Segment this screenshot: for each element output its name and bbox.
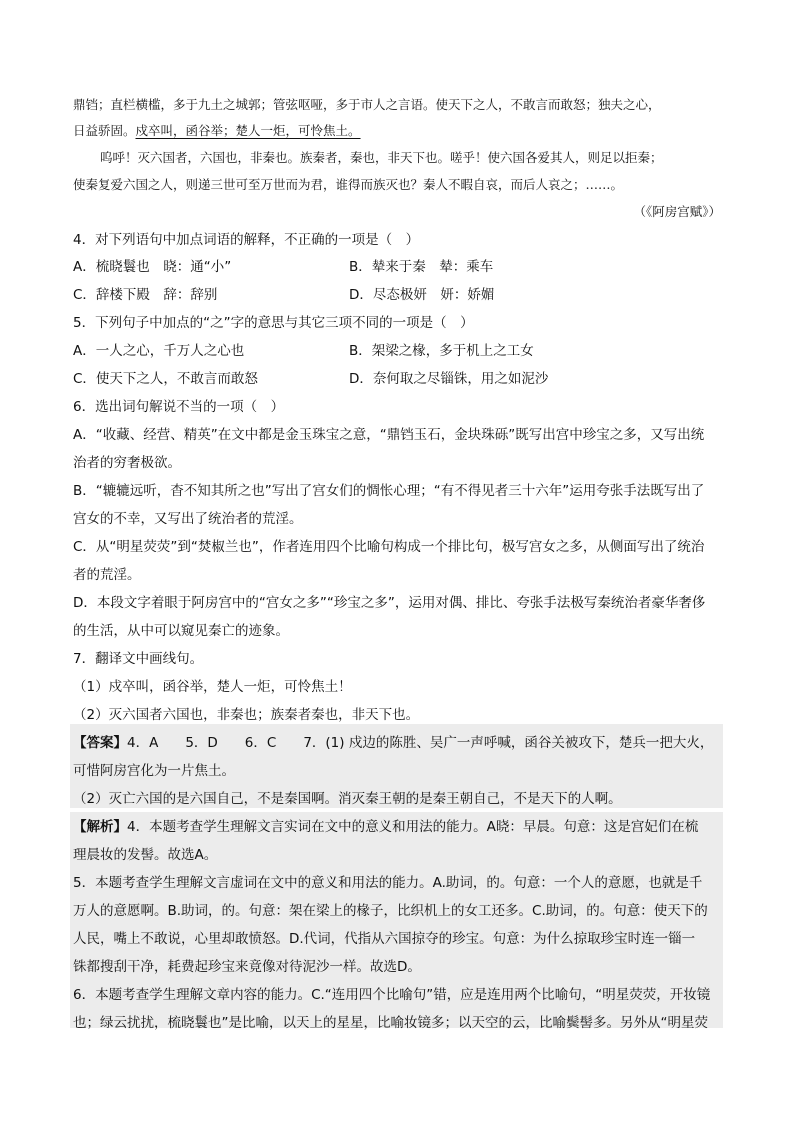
passage-line-2 <box>73 121 361 141</box>
analysis-line-3: 5．本题考查学生理解文言虚词在文中的意义和用法的能力。A.助词，的。句意：一个人的意愿，也就是千 <box>73 875 703 891</box>
question-7-stem: 7．翻译文中画线句。 <box>73 651 204 667</box>
passage-line-4: 使秦复爱六国之人，则递三世可至万世而为君，谁得而族灭也？秦人不暇自哀，而后人哀之；……。 <box>73 177 624 192</box>
question-4-option-d: D．尽态极妍 妍：娇媚 <box>349 287 495 303</box>
question-4-option-a: A．梳晓鬟也 晓：通“小” <box>73 259 232 275</box>
passage-source: （《阿房宫赋》） <box>633 204 721 219</box>
analysis-label: 【解析】 <box>73 819 127 835</box>
analysis-line-5: 人民，嘴上不敢说，心里却敢愤怒。D.代词，代指从六国掠夺的珍宝。句意：为什么掠取珍宝时连一锱一 <box>73 931 696 947</box>
answer-label: 【答案】 <box>73 735 127 751</box>
question-6-option-c-line-1: C．从“明星荧荧”到“焚椒兰也”，作者连用四个比喻句构成一个排比句，极写宫女之多，从侧面写出了统治 <box>73 539 705 555</box>
analysis-line-1-text: 4．本题考查学生理解文言实词在文中的意义和用法的能力。A晓：早晨。句意：这是宫妃们在梳 <box>127 819 699 835</box>
question-6-option-a-line-1: A．“收藏、经营、精英”在文中都是金玉珠宝之意，“鼎铛玉石，金块珠砾”既写出宫中珍宝之多，又写出统 <box>73 427 705 443</box>
question-5-option-b: B．架梁之椽，多于机上之工女 <box>349 343 534 359</box>
analysis-line-1 <box>73 817 698 837</box>
question-6-option-b-line-1: B．“辘辘远听，杳不知其所之也”写出了宫女们的惆怅心理；“有不得见者三十六年”运用夸张手法既写出了 <box>73 483 705 499</box>
analysis-line-7: 6．本题考查学生理解文章内容的能力。C.“连用四个比喻句”错，应是连用两个比喻句，“明星荧荧，开妆镜 <box>73 987 711 1003</box>
question-5-option-c: C．使天下之人，不敢言而敢怒 <box>73 371 258 387</box>
analysis-line-6: 铢都搜刮干净，耗费起珍宝来竟像对待泥沙一样。故选D。 <box>73 959 421 975</box>
question-6-option-d-line-2: 的生活，从中可以窥见秦亡的迹象。 <box>73 623 289 639</box>
question-4-option-c: C．辞楼下殿 辞：辞别 <box>73 287 218 303</box>
question-6-stem: 6．选出词句解说不当的一项（ ） <box>73 399 285 415</box>
question-5-option-d: D．奈何取之尽锱铢，用之如泥沙 <box>349 371 549 387</box>
passage-line-3: 呜呼！灭六国者，六国也，非秦也。族秦者，秦也，非天下也。嗟乎！使六国各爱其人，则足以拒秦； <box>100 150 663 165</box>
question-6-option-a-line-2: 治者的穷奢极欲。 <box>73 455 181 471</box>
question-4-option-b: B．辇来于秦 辇：乘车 <box>349 259 494 275</box>
passage-line-2-plain: 日益骄固。 <box>73 123 136 138</box>
passage-line-1: 鼎铛；直栏横槛，多于九土之城郭；管弦呕哑，多于市人之言语。使天下之人，不敢言而敢怒；独夫之心， <box>73 97 661 112</box>
answer-line-3: （2）灭亡六国的是六国自己，不是秦国啊。消灭秦王朝的是秦王朝自己，不是天下的人啊。 <box>73 791 622 807</box>
analysis-line-4: 万人的意愿啊。B.助词，的。句意：架在梁上的椽子，比织机上的女工还多。C.助词，的。句意：使天下的 <box>73 903 708 919</box>
analysis-line-8: 也；绿云扰扰，梳晓鬟也”是比喻，以天上的星星，比喻妆镜多；以天空的云，比喻鬓髻多。另外从“明星荧 <box>73 1015 708 1031</box>
answer-line-1-text: 4．A 5．D 6．C 7．(1) 戍边的陈胜、吴广一声呼喊，函谷关被攻下，楚兵一把大火， <box>127 735 714 751</box>
question-7-sentence-1: （1）戍卒叫，函谷举，楚人一炬，可怜焦土！ <box>73 679 352 695</box>
question-6-option-d-line-1: D．本段文字着眼于阿房宫中的“宫女之多”“珍宝之多”，运用对偶、排比、夸张手法极写秦统治者豪华奢侈 <box>73 595 706 611</box>
question-7-sentence-2: （2）灭六国者六国也，非秦也；族秦者秦也，非天下也。 <box>73 707 420 723</box>
question-6-option-c-line-2: 者的荒淫。 <box>73 567 141 583</box>
answer-line-1 <box>73 733 713 753</box>
passage-underlined-sentence: 戍卒叫，函谷举；楚人一炬，可怜焦土。 <box>135 123 361 138</box>
question-4-stem: 4．对下列语句中加点词语的解释，不正确的一项是（ ） <box>73 232 420 248</box>
question-6-option-b-line-2: 宫女的不幸，又写出了统治者的荒淫。 <box>73 511 303 527</box>
analysis-line-2: 理晨妆的发髻。故选A。 <box>73 847 218 863</box>
question-5-option-a: A．一人之心，千万人之心也 <box>73 343 245 359</box>
question-5-stem: 5．下列句子中加点的“之”字的意思与其它三项不同的一项是（ ） <box>73 315 474 331</box>
answer-line-2: 可惜阿房宫化为一片焦土。 <box>73 763 235 779</box>
